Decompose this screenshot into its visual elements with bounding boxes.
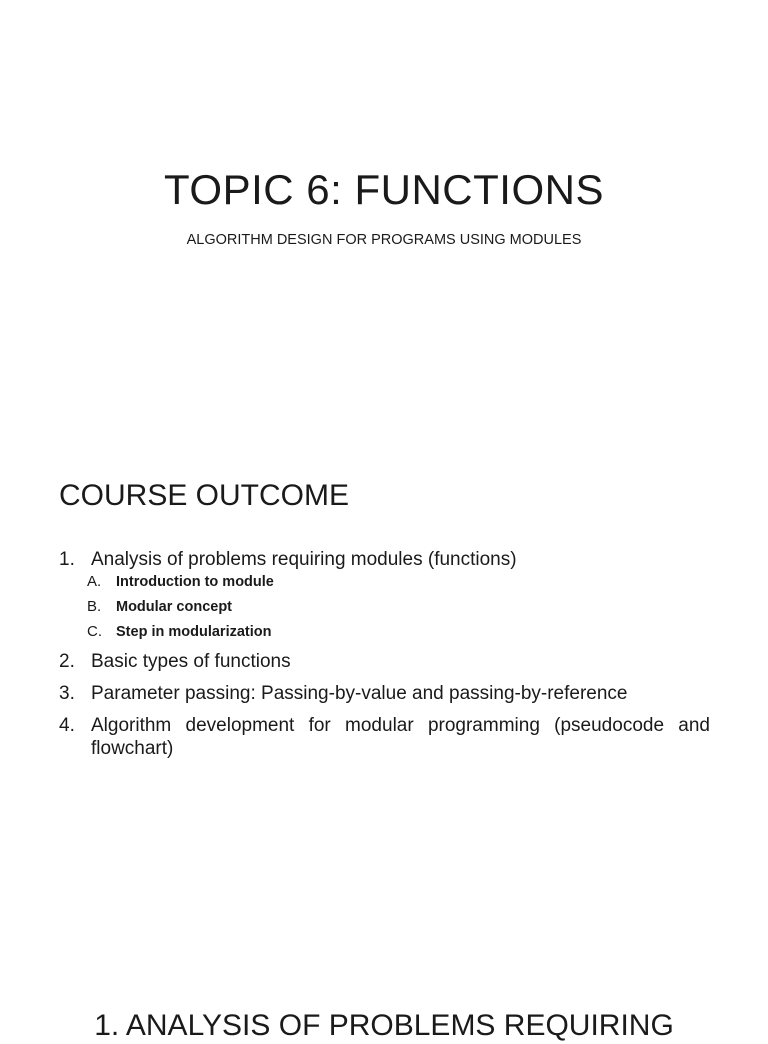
sub-list-item-letter: A. (87, 573, 102, 590)
list-item-number: 4. (59, 715, 75, 736)
list-item (59, 682, 710, 705)
list-item-text: Algorithm development for modular programming (pseudocode and flowchart) (91, 715, 710, 759)
sub-list (87, 573, 710, 641)
outcome-list (59, 548, 710, 769)
course-outcome-heading: COURSE OUTCOME (59, 479, 350, 512)
sub-list-item (87, 598, 710, 616)
analysis-slide (0, 990, 768, 1042)
slide-heading: 1. ANALYSIS OF PROBLEMS REQUIRING (94, 1009, 674, 1042)
list-item-number: 1. (59, 549, 75, 570)
sub-list-item-text: Modular concept (116, 599, 233, 615)
list-item-text: Basic types of functions (91, 651, 291, 672)
sub-list-item-text: Step in modularization (116, 624, 272, 640)
list-item-text: Parameter passing: Passing-by-value and passing-by-reference (91, 683, 628, 704)
list-item-text: Analysis of problems requiring modules (functions) (91, 549, 517, 570)
sub-list-item-text: Introduction to module (116, 574, 274, 590)
slide-subtitle: ALGORITHM DESIGN FOR PROGRAMS USING MODULES (186, 232, 582, 248)
slide-title: TOPIC 6: FUNCTIONS (164, 166, 604, 213)
list-item (59, 650, 710, 673)
course-outcome-slide (0, 432, 768, 1008)
sub-list-item-letter: C. (87, 623, 102, 640)
list-item-number: 3. (59, 683, 75, 704)
title-slide (0, 0, 768, 432)
list-item (59, 548, 710, 641)
sub-list-item (87, 573, 710, 591)
list-item-number: 2. (59, 651, 75, 672)
sub-list-item (87, 623, 710, 641)
list-item (59, 714, 710, 760)
sub-list-item-letter: B. (87, 598, 102, 615)
